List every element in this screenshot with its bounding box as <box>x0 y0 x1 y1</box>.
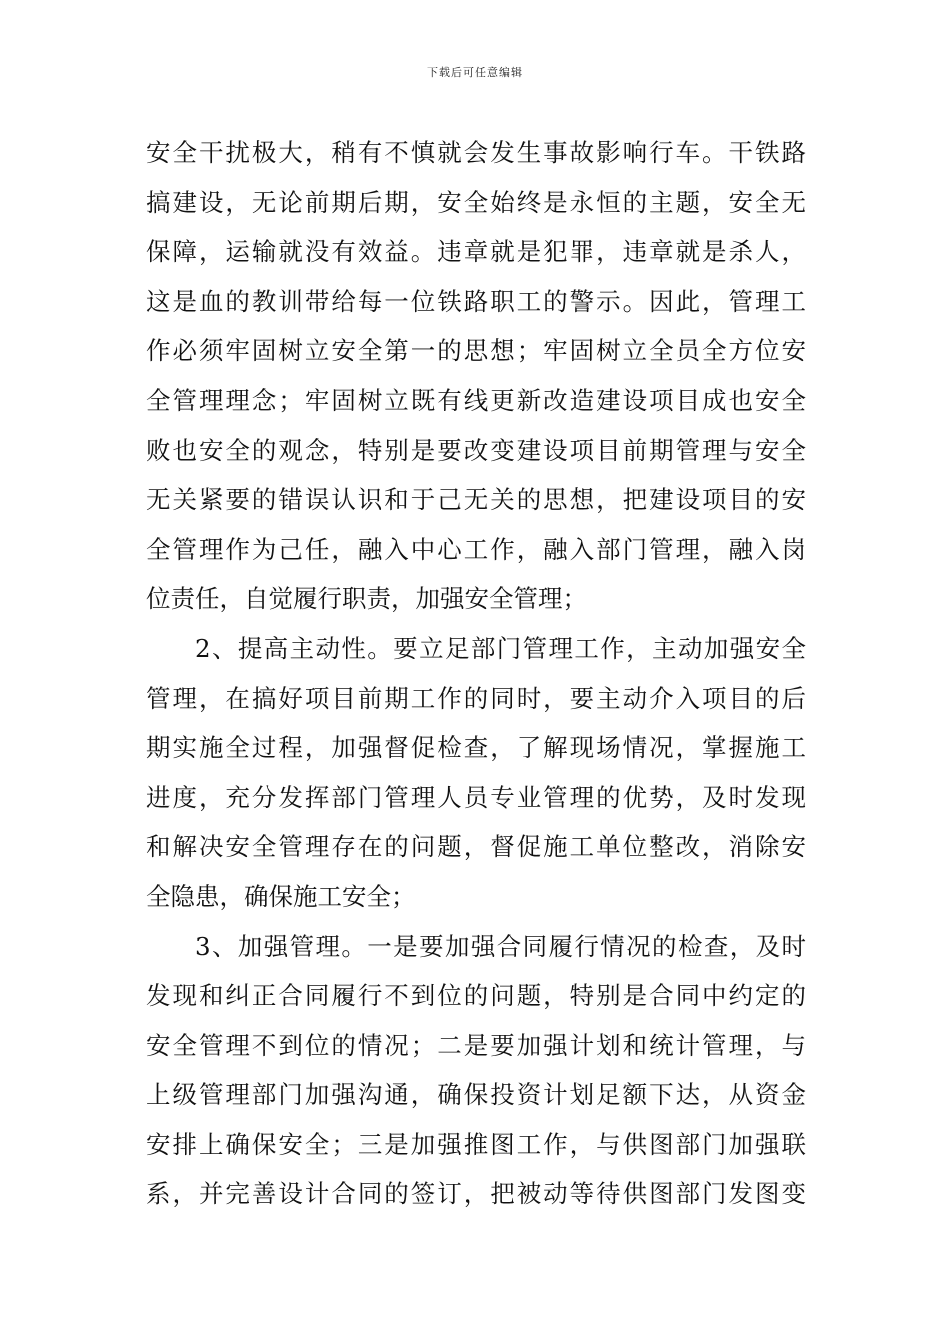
text-line: 全管理作为己任，融入中心工作，融入部门管理，融入岗 <box>146 534 806 564</box>
text-line: 进度，充分发挥部门管理人员专业管理的优势，及时发现 <box>146 782 806 812</box>
paragraph-start-line: 3、加强管理。一是要加强合同履行情况的检查，及时 <box>195 931 806 961</box>
text-line: 保障，运输就没有效益。违章就是犯罪，违章就是杀人， <box>146 237 806 267</box>
text-line: 安排上确保安全；三是加强推图工作，与供图部门加强联 <box>146 1129 806 1159</box>
text-line: 这是血的教训带给每一位铁路职工的警示。因此，管理工 <box>146 286 806 316</box>
page-header: 下载后可任意编辑 <box>427 66 523 79</box>
text-line: 全管理理念；牢固树立既有线更新改造建设项目成也安全 <box>146 385 806 415</box>
paragraph-end-line: 位责任，自觉履行职责，加强安全管理； <box>146 584 587 614</box>
paragraph-end-line: 全隐患，确保施工安全； <box>146 881 416 911</box>
text-line: 败也安全的观念，特别是要改变建设项目前期管理与安全 <box>146 435 806 465</box>
text-line: 安全管理不到位的情况；二是要加强计划和统计管理，与 <box>146 1030 806 1060</box>
text-line: 上级管理部门加强沟通，确保投资计划足额下达，从资金 <box>146 1080 806 1110</box>
text-line: 系，并完善设计合同的签订，把被动等待供图部门发图变 <box>146 1179 806 1209</box>
text-line: 无关紧要的错误认识和于己无关的思想，把建设项目的安 <box>146 485 806 515</box>
paragraph-start-line: 2、提高主动性。要立足部门管理工作，主动加强安全 <box>195 633 806 663</box>
text-line: 作必须牢固树立安全第一的思想；牢固树立全员全方位安 <box>146 336 806 366</box>
text-line: 管理，在搞好项目前期工作的同时，要主动介入项目的后 <box>146 683 806 713</box>
text-line: 期实施全过程，加强督促检查，了解现场情况，掌握施工 <box>146 733 806 763</box>
text-line: 安全干扰极大，稍有不慎就会发生事故影响行车。干铁路 <box>146 138 806 167</box>
body-text <box>146 128 806 1219</box>
text-line: 搞建设，无论前期后期，安全始终是永恒的主题，安全无 <box>146 187 806 217</box>
text-line: 发现和纠正合同履行不到位的问题，特别是合同中约定的 <box>146 981 806 1011</box>
text-line: 和解决安全管理存在的问题，督促施工单位整改，消除安 <box>146 832 806 862</box>
